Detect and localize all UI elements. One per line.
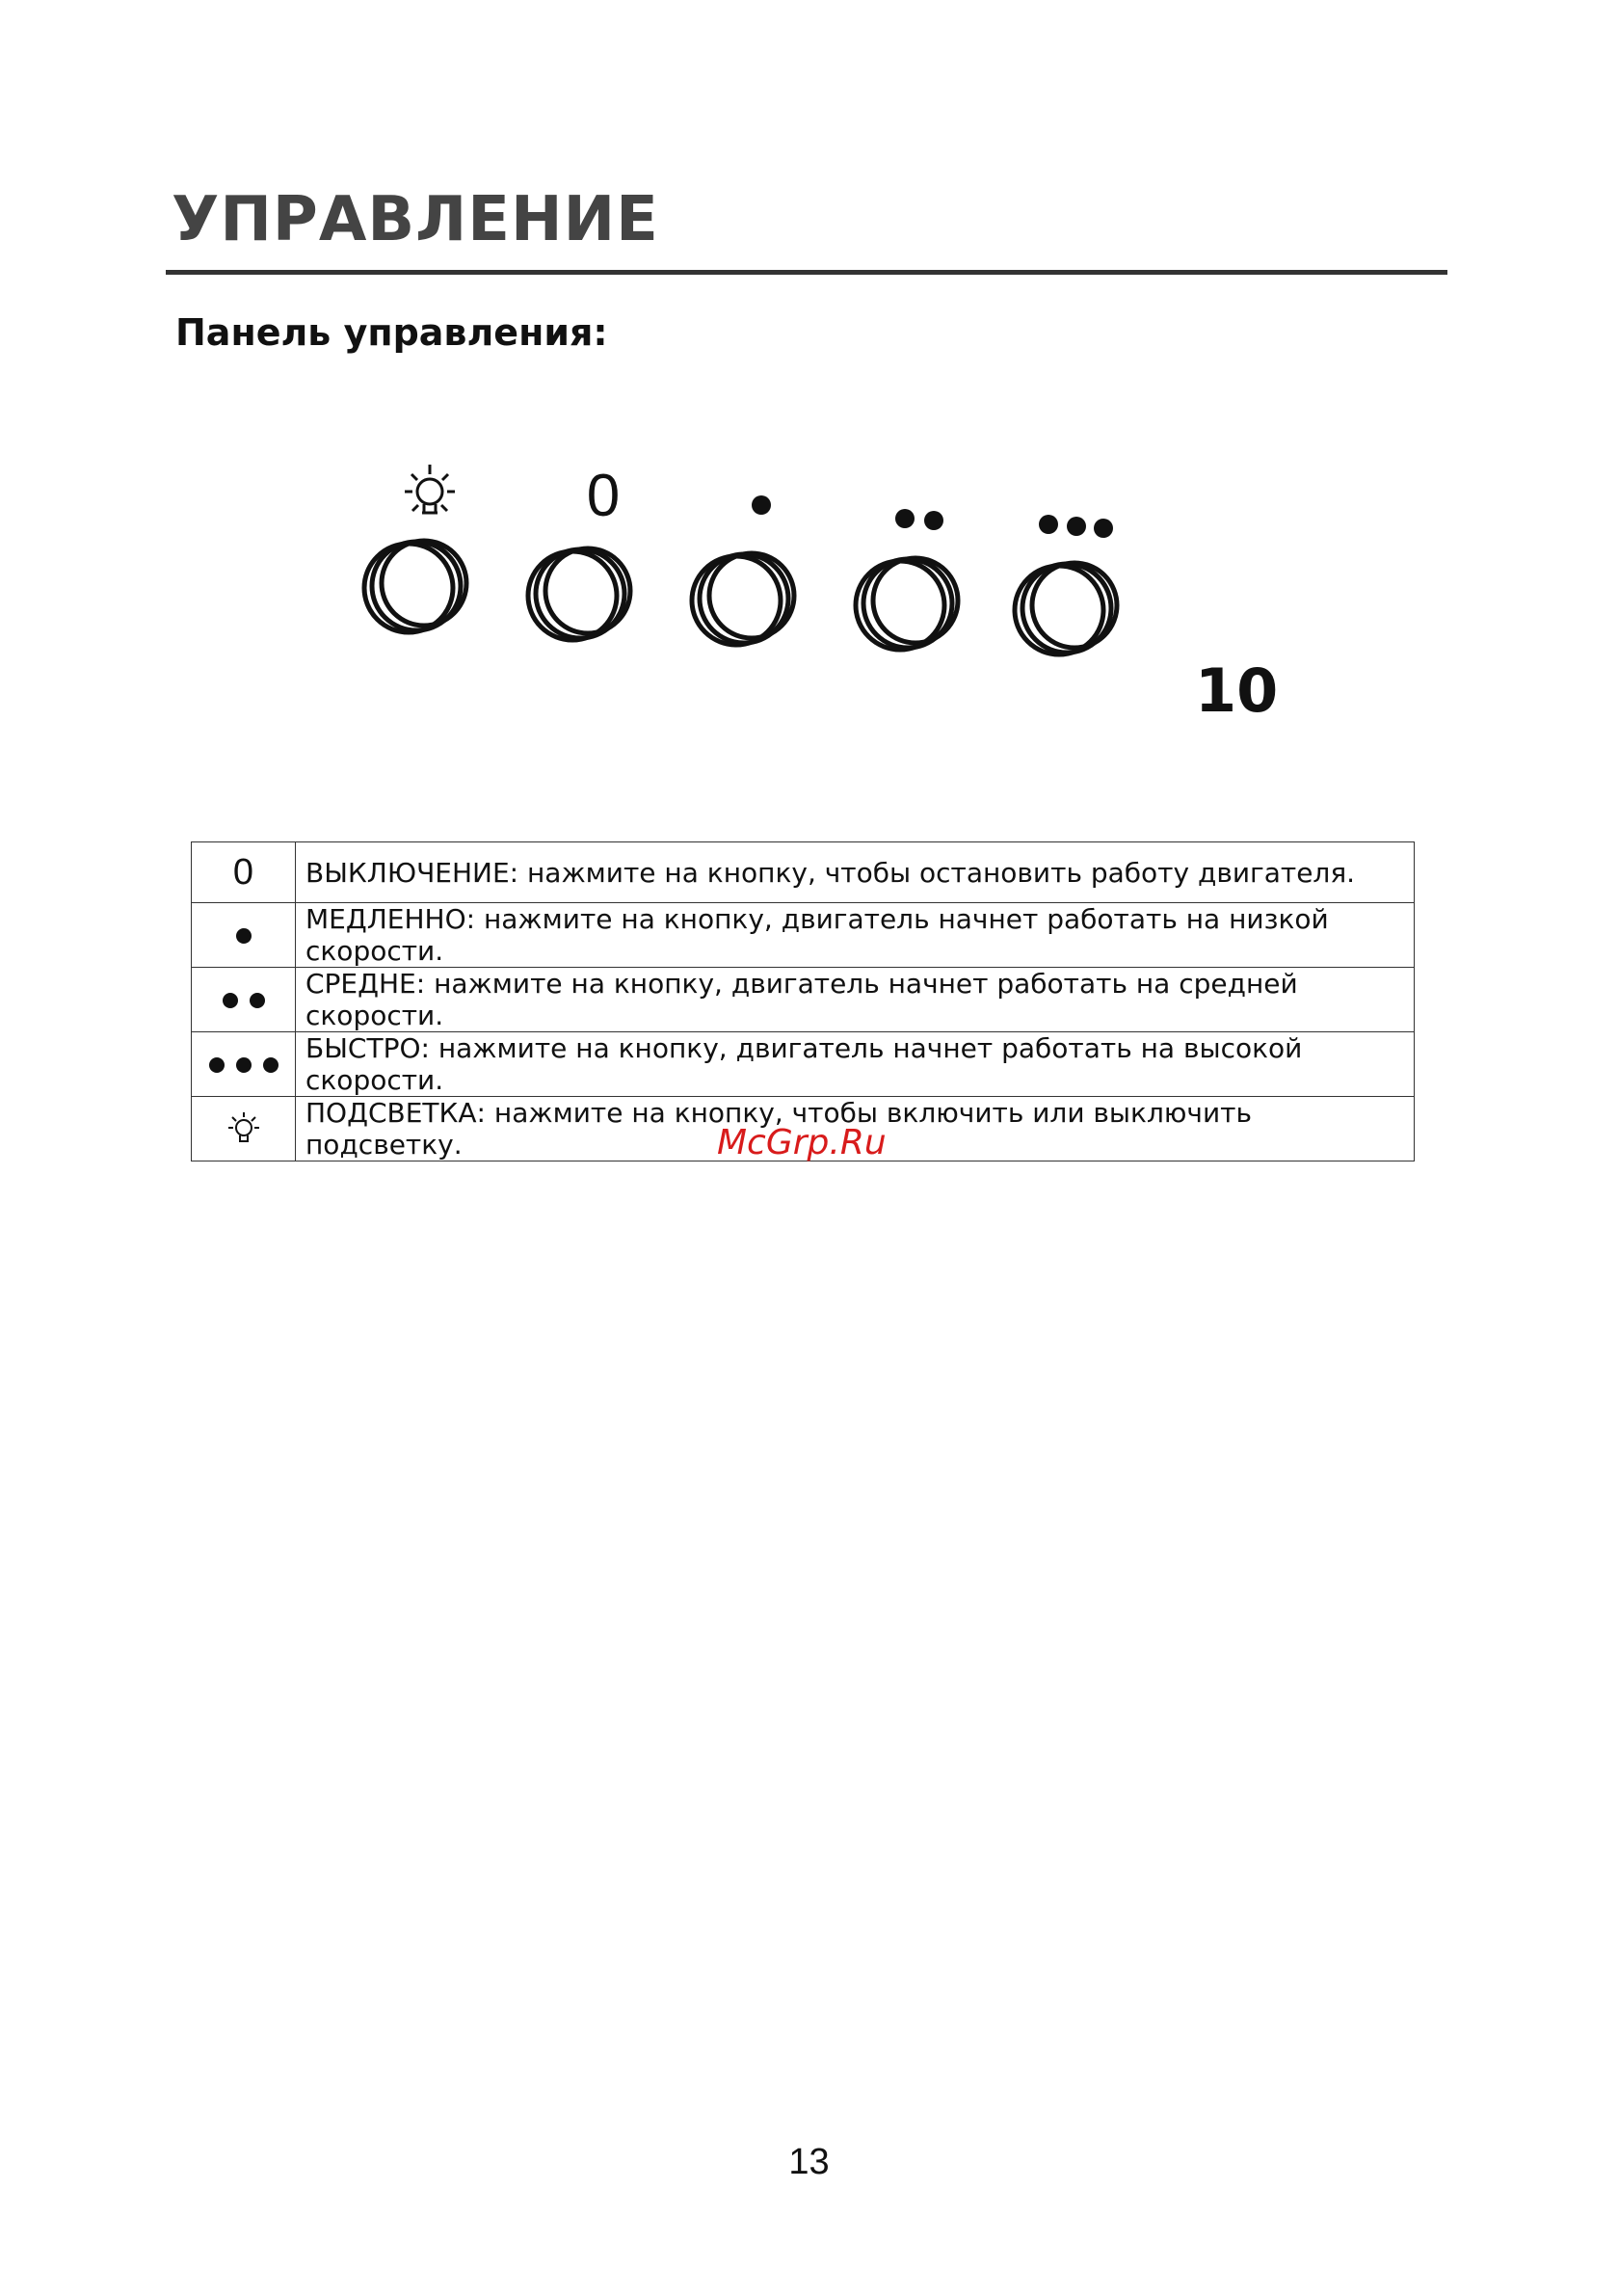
- three-dots-icon: [1039, 515, 1113, 538]
- legend-text: ПОДСВЕТКА: нажмите на кнопку, чтобы включить или выключить подсветку.: [296, 1097, 1415, 1161]
- legend-text: БЫСТРО: нажмите на кнопку, двигатель начнет работать на высокой скорости.: [296, 1032, 1415, 1097]
- legend-text: МЕДЛЕННО: нажмите на кнопку, двигатель начнет работать на низкой скорости.: [296, 903, 1415, 968]
- legend-table: [191, 841, 1415, 1161]
- section-heading: Панель управления:: [175, 311, 608, 354]
- control-panel-illustration: [347, 443, 1156, 675]
- legend-row: [192, 968, 1415, 1032]
- light-bulb-icon: [192, 1097, 296, 1161]
- light-button[interactable]: [364, 541, 466, 632]
- page-number: 13: [788, 2142, 830, 2182]
- model-label: 10: [1195, 655, 1279, 726]
- title-divider: [166, 270, 1447, 275]
- one-dot-icon: [752, 495, 771, 515]
- three-dots-icon: [192, 1032, 296, 1097]
- legend-row: [192, 903, 1415, 968]
- speed-3-button[interactable]: [1015, 563, 1117, 654]
- speed-2-button[interactable]: [856, 558, 958, 650]
- watermark: McGrp.Ru: [717, 1123, 887, 1162]
- page-title: УПРАВЛЕНИЕ: [172, 184, 659, 255]
- legend-row: [192, 842, 1415, 903]
- legend-row: [192, 1032, 1415, 1097]
- light-bulb-icon: [405, 465, 455, 513]
- legend-text: СРЕДНЕ: нажмите на кнопку, двигатель начнет работать на средней скорости.: [296, 968, 1415, 1032]
- two-dots-icon: [192, 968, 296, 1032]
- speed-1-button[interactable]: [692, 553, 794, 645]
- two-dots-icon: [895, 509, 943, 530]
- off-button[interactable]: [528, 548, 630, 640]
- legend-text: ВЫКЛЮЧЕНИЕ: нажмите на кнопку, чтобы остановить работу двигателя.: [296, 842, 1415, 903]
- zero-symbol: 0: [586, 463, 621, 529]
- one-dot-icon: [192, 903, 296, 968]
- zero-symbol: 0: [192, 842, 296, 903]
